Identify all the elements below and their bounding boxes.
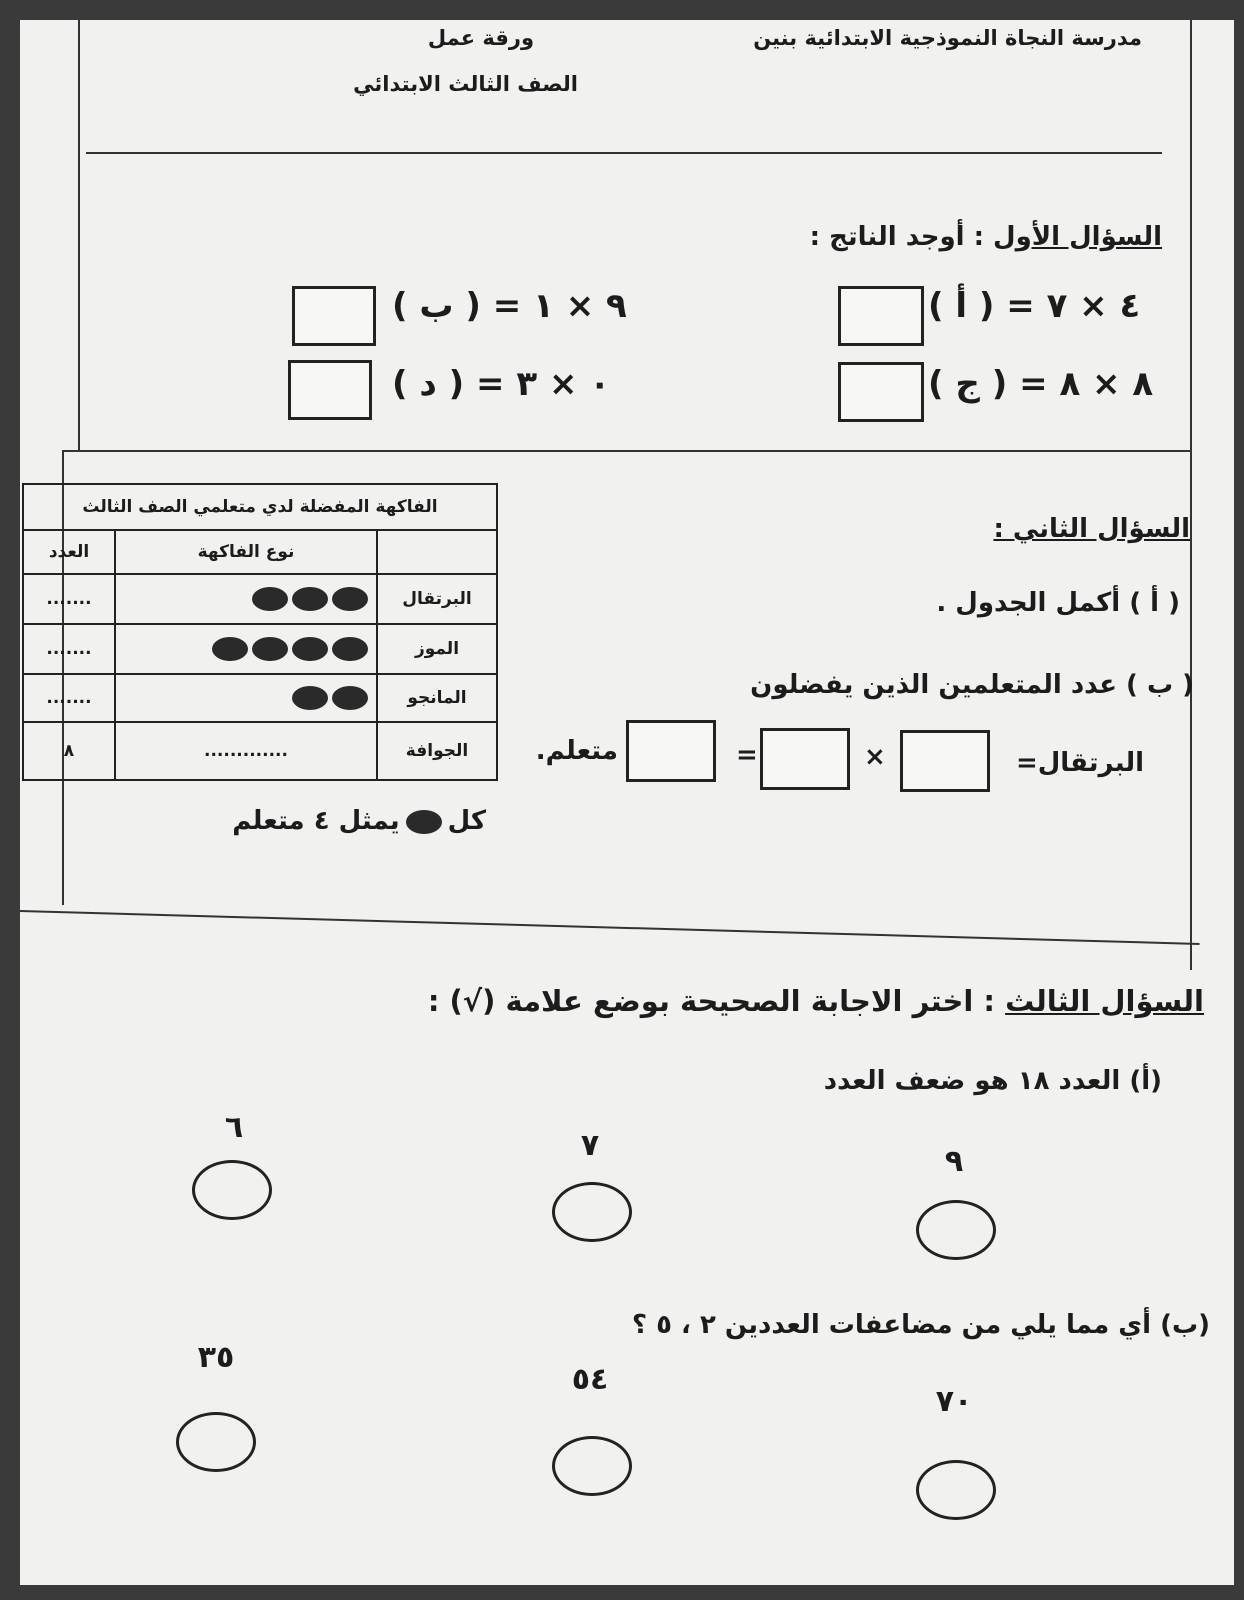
fruit-name: الجوافة bbox=[377, 722, 497, 780]
pictogram-dot bbox=[292, 637, 328, 661]
times-sign: × bbox=[864, 742, 886, 772]
q3-b-option-3-circle[interactable] bbox=[176, 1412, 256, 1472]
q3-b-option-2-circle[interactable] bbox=[552, 1436, 632, 1496]
grade-label: الصف الثالث الابتدائي bbox=[353, 72, 578, 96]
unit-label: متعلم. bbox=[535, 736, 618, 766]
q1-c-answer-box[interactable] bbox=[838, 362, 924, 422]
school-name: مدرسة النجاة النموذجية الابتدائية بنين bbox=[753, 26, 1142, 50]
q1-label: السؤال الأول bbox=[993, 222, 1162, 252]
count-cell[interactable]: ....... bbox=[23, 574, 115, 624]
q2-part-b: ( ب ) عدد المتعلمين الذين يفضلون bbox=[750, 670, 1194, 700]
fruit-name: المانجو bbox=[377, 674, 497, 722]
q3-a-option-2: ٧ bbox=[580, 1128, 600, 1163]
pictogram-dot bbox=[292, 587, 328, 611]
pictogram-dot bbox=[332, 686, 368, 710]
worksheet-page bbox=[20, 20, 1234, 1585]
q3-b-option-3: ٣٥ bbox=[197, 1340, 235, 1375]
pictogram-dot bbox=[212, 637, 248, 661]
q3-a-option-1: ٩ bbox=[944, 1144, 964, 1179]
pictogram-legend: كليمثل ٤ متعلم bbox=[232, 806, 486, 836]
q2-factor1-box[interactable] bbox=[900, 730, 990, 792]
fruit-name: الموز bbox=[377, 624, 497, 674]
table-title: الفاكهة المفضلة لدي متعلمي الصف الثالث bbox=[23, 484, 497, 530]
q3-label: السؤال الثالث bbox=[1005, 984, 1204, 1018]
q3-heading bbox=[428, 984, 1204, 1018]
pictogram-dot bbox=[252, 587, 288, 611]
pictogram-dot bbox=[252, 637, 288, 661]
q3-b-option-1: ٧٠ bbox=[935, 1384, 973, 1419]
frame-border-left bbox=[78, 20, 80, 450]
q1-instruction: : أوجد الناتج : bbox=[809, 222, 984, 252]
pictogram-mango bbox=[115, 674, 377, 722]
q3-instruction: : اختر الاجابة الصحيحة بوضع علامة (√) : bbox=[427, 984, 996, 1018]
pictogram-banana bbox=[115, 624, 377, 674]
q3-b-option-2: ٥٤ bbox=[571, 1362, 609, 1397]
count-cell: ٨ bbox=[23, 722, 115, 780]
header-divider bbox=[86, 152, 1162, 154]
fruit-name: البرتقال bbox=[377, 574, 497, 624]
q2-result-box[interactable] bbox=[626, 720, 716, 782]
pictogram-dot bbox=[332, 637, 368, 661]
col-count: العدد bbox=[23, 530, 115, 574]
q1-divider bbox=[64, 450, 1192, 452]
q2-divider bbox=[20, 910, 1200, 945]
q1-d-answer-box[interactable] bbox=[288, 360, 372, 420]
blank-header bbox=[377, 530, 497, 574]
pictogram-dot bbox=[332, 587, 368, 611]
q3-a-option-3-circle[interactable] bbox=[192, 1160, 272, 1220]
q3-a-option-1-circle[interactable] bbox=[916, 1200, 996, 1260]
table-row bbox=[23, 574, 497, 624]
q3-b-question: (ب) أي مما يلي من مضاعفات العددين ٢ ، ٥ ؟ bbox=[631, 1310, 1210, 1340]
pictogram-dot bbox=[292, 686, 328, 710]
fruit-table bbox=[22, 483, 498, 781]
table-row bbox=[23, 722, 497, 780]
q1-b-expr: ٩ × ١ = ( ب ) bbox=[392, 286, 627, 326]
pictogram-orange bbox=[115, 574, 377, 624]
q1-c-expr: ٨ × ٨ = ( ج ) bbox=[928, 364, 1154, 404]
pictogram-guava[interactable]: ............. bbox=[115, 722, 377, 780]
count-cell[interactable]: ....... bbox=[23, 674, 115, 722]
q3-a-option-2-circle[interactable] bbox=[552, 1182, 632, 1242]
table-row bbox=[23, 624, 497, 674]
q1-b-answer-box[interactable] bbox=[292, 286, 376, 346]
sheet-title: ورقة عمل bbox=[427, 26, 534, 50]
q1-a-expr: ٤ × ٧ = ( أ ) bbox=[928, 286, 1141, 326]
q1-d-expr: ٠ × ٣ = ( د ) bbox=[392, 364, 611, 404]
q2-label: السؤال الثاني : bbox=[993, 514, 1190, 544]
q2-part-a: ( أ ) أكمل الجدول . bbox=[936, 588, 1180, 618]
count-cell[interactable]: ....... bbox=[23, 624, 115, 674]
q3-b-option-1-circle[interactable] bbox=[916, 1460, 996, 1520]
frame-border-right bbox=[1190, 20, 1192, 970]
equals-sign: = bbox=[736, 740, 758, 770]
q2-factor2-box[interactable] bbox=[760, 728, 850, 790]
col-fruit-type: نوع الفاكهة bbox=[115, 530, 377, 574]
q1-a-answer-box[interactable] bbox=[838, 286, 924, 346]
orange-label: البرتقال= bbox=[1015, 748, 1144, 778]
table-row bbox=[23, 674, 497, 722]
q3-a-option-3: ٦ bbox=[224, 1110, 244, 1145]
legend-dot-icon bbox=[406, 810, 442, 834]
q3-a-question: (أ) العدد ١٨ هو ضعف العدد bbox=[823, 1066, 1162, 1096]
q1-heading bbox=[810, 222, 1162, 252]
